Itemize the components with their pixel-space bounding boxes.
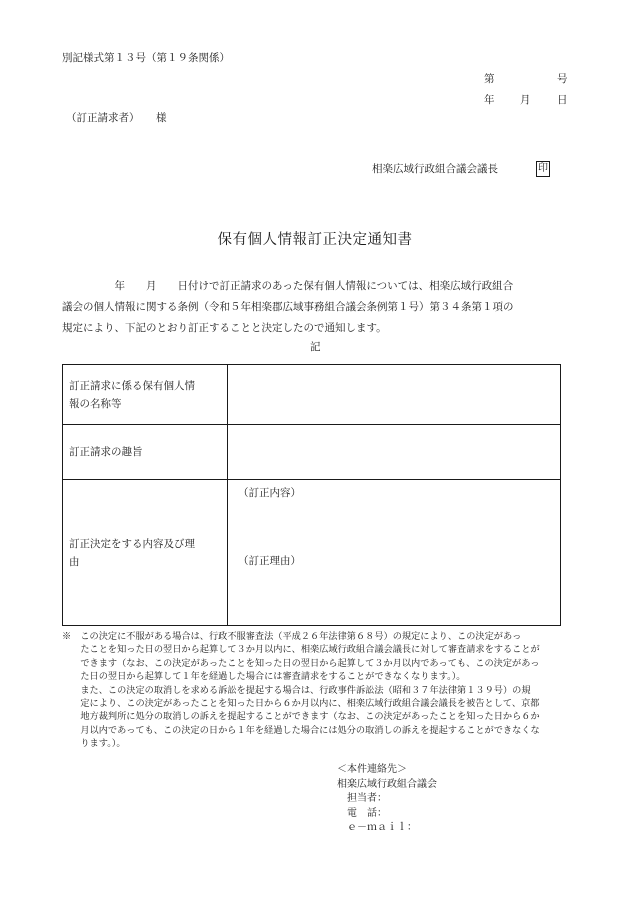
contact-org: 相楽広域行政組合議会 [337, 778, 437, 790]
date-month: 月 [520, 94, 531, 106]
recipient-honorific: 様 [156, 112, 167, 124]
body-line: 規定により、下記のとおり訂正することと決定したので通知します。 [62, 322, 387, 334]
table-row [63, 365, 561, 425]
number-prefix: 第 [484, 73, 495, 85]
row-label-decision-content: 訂正決定をする内容及び理 由 [63, 480, 228, 626]
date-year: 年 [484, 94, 495, 106]
contact-email: ｅ－ｍａｉｌ： [337, 822, 417, 833]
note-line: ※ この決定に不服がある場合は、行政不服審査法（平成２６年法律第６８号）の規定により、この決定があっ [62, 631, 522, 642]
contact-heading: ＜本件連絡先＞ [337, 764, 407, 775]
document-title: 保有個人情報訂正決定通知書 [217, 232, 413, 248]
correction-content-label: （訂正内容） [238, 487, 301, 499]
correction-reason-label: （訂正理由） [238, 555, 301, 567]
decision-table [62, 364, 561, 626]
date-day: 日 [557, 94, 568, 106]
seal-mark: 印 [536, 161, 550, 177]
row-value-info-name[interactable] [228, 365, 561, 425]
row-label-request-purpose: 訂正請求の趣旨 [63, 425, 228, 480]
note-line: できます（なお、この決定があったことを知った日の翌日から起算して３か月以内であっても、この決定があっ [62, 657, 540, 669]
sender-name: 相楽広域行政組合議会議長 [372, 163, 498, 175]
note-line: 定により、この決定があったことを知った日から６か月以内に、相楽広域行政組合議会議長を被告として、京都 [62, 698, 540, 710]
contact-person: 担当者： [337, 793, 387, 804]
table-row [63, 480, 561, 626]
appeal-notes [62, 630, 572, 751]
ki-label: 記 [310, 341, 321, 353]
note-line: また、この決定の取消しを求める訴訟を提起する場合は、行政事件訴訟法（昭和３７年法律第１３９号）の規 [62, 684, 531, 696]
row-value-request-purpose[interactable] [228, 425, 561, 480]
number-suffix: 号 [557, 73, 568, 85]
form-label: 別記様式第１３号（第１９条関係） [62, 52, 230, 64]
note-line: 地方裁判所に処分の取消しの訴えを提起することができます（なお、この決定があったことを知った日から６か [62, 711, 540, 723]
note-line: た日の翌日から起算して１年を経過した場合には審査請求をすることができなくなります。）。 [62, 671, 466, 683]
body-line: 議会の個人情報に関する条例（令和５年相楽郡広域事務組合議会条例第１号）第３４条第１項の [62, 301, 514, 313]
row-value-decision-content[interactable] [228, 480, 561, 626]
contact-phone: 電 話： [337, 807, 387, 819]
contact-block [337, 763, 437, 836]
row-label-info-name: 訂正請求に係る保有個人情 報の名称等 [63, 365, 228, 425]
note-line: ります。）。 [62, 738, 126, 750]
body-paragraph [62, 276, 570, 339]
recipient-label: （訂正請求者） [66, 112, 140, 124]
table-row [63, 425, 561, 480]
body-line: 年 月 日付けで訂正請求のあった保有個人情報については、相楽広域行政組合 [62, 280, 514, 292]
note-line: たことを知った日の翌日から起算して３か月以内に、相楽広域行政組合議会議長に対して審査請求をすることが [62, 644, 540, 656]
note-line: 月以内であっても、この決定の日から１年を経過した場合には処分の取消しの訴えを提起することができなくな [62, 724, 540, 736]
